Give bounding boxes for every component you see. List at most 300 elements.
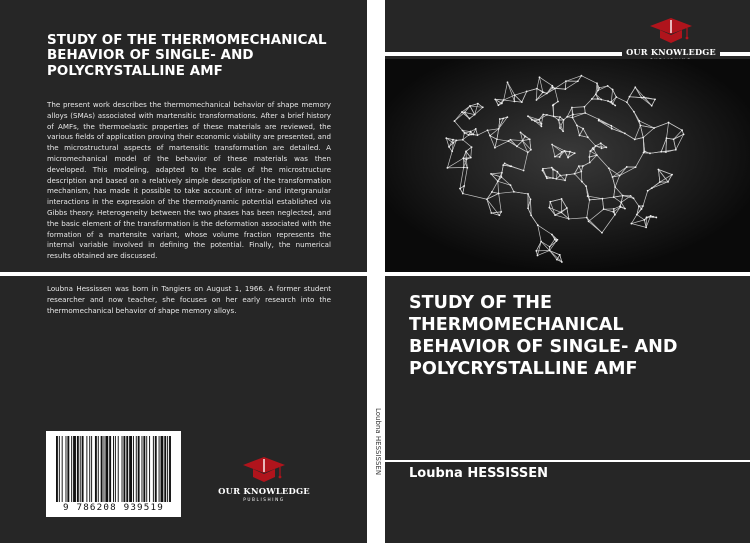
brain-node bbox=[502, 118, 504, 120]
brain-node bbox=[584, 112, 586, 114]
brain-node bbox=[624, 208, 626, 210]
brain-node bbox=[469, 118, 471, 120]
front-cover bbox=[385, 0, 750, 543]
brain-node bbox=[546, 177, 548, 179]
brain-node bbox=[595, 145, 597, 147]
brain-node bbox=[589, 162, 591, 164]
brain-node bbox=[541, 123, 543, 125]
brain-node bbox=[635, 166, 637, 168]
wireframe-brain-image bbox=[385, 59, 750, 272]
barcode-bar bbox=[123, 436, 125, 502]
brain-node bbox=[556, 171, 558, 173]
brain-node bbox=[445, 137, 447, 139]
brain-node bbox=[509, 165, 511, 167]
barcode-bar bbox=[142, 436, 143, 502]
brain-node bbox=[463, 185, 465, 187]
brain-node bbox=[613, 208, 615, 210]
barcode-bar bbox=[159, 436, 160, 502]
brain-node bbox=[559, 175, 561, 177]
brain-node bbox=[536, 88, 538, 90]
brain-node bbox=[537, 255, 539, 257]
brain-node bbox=[561, 261, 563, 263]
brain-node bbox=[645, 226, 647, 228]
brain-node bbox=[540, 241, 542, 243]
brain-node bbox=[636, 214, 638, 216]
brain-node bbox=[646, 216, 648, 218]
brain-node bbox=[581, 181, 583, 183]
brain-node bbox=[535, 250, 537, 252]
graduation-cap-icon bbox=[648, 16, 694, 46]
brain-node bbox=[487, 129, 489, 131]
brain-node bbox=[641, 97, 643, 99]
brain-node bbox=[491, 191, 493, 193]
brain-node bbox=[551, 144, 553, 146]
brain-node bbox=[475, 128, 477, 130]
brain-node bbox=[500, 211, 502, 213]
brain-node bbox=[631, 223, 633, 225]
barcode-bar bbox=[167, 436, 168, 502]
brain-node bbox=[572, 117, 574, 119]
back-cover-summary: The present work describes the thermomechanical behavior of shape memory alloys (SMAs) associated with martensitic transformations. After a brief history of AMFs, the thermoelastic properties of these materials are reviewed, the various fields of application proving their economic viability are presented, and the microstructural aspects of martensitic transformation are detailed. A micromechanical model of the behavior of these materials was then developed. This modeling, adapted to the scale of the microstructure description and based on a relatively simple description of the transformation mechanism, has made it possible to take account of intra- and intergranular interactions in the expression of the thermodynamic potential established via Gibbs theory. Heterogeneity between the two phases has been neglected, and the basic element of the transformation is the deformation associated with the formation of a martensite variant, whose volume fraction represents the internal variable involved in defining the potential. Finally, the numerical results obtained are discussed. bbox=[47, 100, 331, 261]
brain-node bbox=[527, 193, 529, 195]
brain-node bbox=[452, 142, 454, 144]
brain-node bbox=[451, 150, 453, 152]
barcode-bar bbox=[122, 436, 123, 502]
barcode-bar bbox=[66, 436, 67, 502]
brain-node bbox=[490, 212, 492, 214]
barcode-bar bbox=[67, 436, 69, 502]
brain-node bbox=[589, 199, 591, 201]
brain-node bbox=[556, 259, 558, 261]
brain-node bbox=[561, 198, 563, 200]
brain-node bbox=[462, 139, 464, 141]
brain-node bbox=[552, 177, 554, 179]
author-bio: Loubna Hessissen was born in Tangiers on August 1, 1966. A former student researcher and now teacher, she focuses on her early research into the thermomechanical behavior of shape memory alloys. bbox=[47, 284, 331, 315]
brain-node bbox=[665, 151, 667, 153]
brain-node bbox=[461, 111, 463, 113]
barcode-bar bbox=[115, 436, 116, 502]
brain-node bbox=[520, 131, 522, 133]
brain-node bbox=[624, 132, 626, 134]
brain-node bbox=[486, 198, 488, 200]
barcode-bar bbox=[89, 436, 90, 502]
brain-node bbox=[580, 171, 582, 173]
barcode-bar bbox=[155, 436, 157, 502]
brain-node bbox=[537, 224, 539, 226]
publisher-subtitle: PUBLISHING bbox=[243, 497, 285, 502]
isbn-number: 9 786208 939519 bbox=[63, 502, 164, 513]
brain-node bbox=[496, 138, 498, 140]
brain-node bbox=[566, 207, 568, 209]
brain-node bbox=[634, 139, 636, 141]
brain-node bbox=[538, 119, 540, 121]
brain-node bbox=[554, 88, 556, 90]
brain-node bbox=[534, 120, 536, 122]
brain-node bbox=[653, 127, 655, 129]
brain-node bbox=[455, 139, 457, 141]
brain-node bbox=[630, 195, 632, 197]
brain-node bbox=[531, 119, 533, 121]
brain-node bbox=[559, 254, 561, 256]
brain-node bbox=[643, 96, 645, 98]
brain-node bbox=[565, 80, 567, 82]
barcode-bar bbox=[161, 436, 164, 502]
brain-node bbox=[572, 114, 574, 116]
brain-node bbox=[626, 166, 628, 168]
brain-node bbox=[462, 157, 464, 159]
barcode-bar bbox=[91, 436, 92, 502]
brain-node bbox=[658, 169, 660, 171]
brain-node bbox=[526, 91, 528, 93]
brain-node bbox=[470, 157, 472, 159]
brain-node bbox=[567, 157, 569, 159]
back-cover bbox=[0, 0, 367, 543]
brain-node bbox=[659, 181, 661, 183]
barcode-bar bbox=[104, 436, 105, 502]
brain-node bbox=[510, 139, 512, 141]
brain-node bbox=[667, 181, 669, 183]
brain-node bbox=[566, 174, 568, 176]
brain-node bbox=[613, 196, 615, 198]
brain-node bbox=[470, 134, 472, 136]
brain-node bbox=[577, 80, 579, 82]
brain-node bbox=[553, 115, 555, 117]
brain-node bbox=[494, 99, 496, 101]
brain-node bbox=[641, 208, 643, 210]
brain-node bbox=[588, 220, 590, 222]
brain-node bbox=[576, 125, 578, 127]
brain-node bbox=[649, 152, 651, 154]
brain-node bbox=[614, 214, 616, 216]
brain-node bbox=[584, 106, 586, 108]
brain-node bbox=[633, 197, 635, 199]
brain-node bbox=[610, 125, 612, 127]
brain-node bbox=[462, 130, 464, 132]
brain-node bbox=[564, 150, 566, 152]
brain-node bbox=[603, 208, 605, 210]
brain-node bbox=[469, 105, 471, 107]
brain-node bbox=[614, 186, 616, 188]
brain-node bbox=[610, 101, 612, 103]
brain-node bbox=[489, 135, 491, 137]
barcode-bar bbox=[153, 436, 154, 502]
brain-node bbox=[527, 207, 529, 209]
brain-node bbox=[523, 170, 525, 172]
back-cover-divider bbox=[0, 272, 367, 276]
barcode-bar bbox=[95, 436, 97, 502]
brain-node bbox=[546, 114, 548, 116]
brain-node bbox=[605, 146, 607, 148]
brain-node bbox=[626, 101, 628, 103]
brain-node bbox=[602, 198, 604, 200]
brain-node bbox=[652, 216, 654, 218]
brain-node bbox=[552, 87, 554, 89]
brain-node bbox=[542, 168, 544, 170]
brain-node bbox=[643, 152, 645, 154]
brain-node bbox=[582, 128, 584, 130]
brain-node bbox=[530, 149, 532, 151]
barcode-bar bbox=[73, 436, 76, 502]
brain-node bbox=[600, 99, 602, 101]
brain-node bbox=[571, 107, 573, 109]
barcode-bar bbox=[126, 436, 128, 502]
brain-node bbox=[582, 165, 584, 167]
brain-node bbox=[542, 114, 544, 116]
front-cover-author: Loubna HESSISSEN bbox=[409, 466, 548, 481]
brain-node bbox=[666, 137, 668, 139]
brain-node bbox=[558, 119, 560, 121]
brain-node bbox=[619, 205, 621, 207]
brain-node bbox=[524, 136, 526, 138]
brain-node bbox=[563, 119, 565, 121]
brain-node bbox=[548, 207, 550, 209]
barcode-bar bbox=[82, 436, 84, 502]
brain-node bbox=[513, 191, 515, 193]
brain-node bbox=[498, 214, 500, 216]
barcode-bar bbox=[86, 436, 87, 502]
brain-node bbox=[629, 96, 631, 98]
brain-node bbox=[465, 151, 467, 153]
brain-node bbox=[551, 167, 553, 169]
brain-node bbox=[578, 165, 580, 167]
brain-node bbox=[554, 156, 556, 158]
brain-node bbox=[585, 185, 587, 187]
brain-node bbox=[596, 82, 598, 84]
publisher-name: OUR KNOWLEDGE bbox=[626, 47, 716, 57]
barcode-bar bbox=[164, 436, 166, 502]
brain-node bbox=[452, 139, 454, 141]
brain-node bbox=[601, 232, 603, 234]
brain-node bbox=[514, 94, 516, 96]
barcode-bar bbox=[98, 436, 99, 502]
brain-node bbox=[596, 154, 598, 156]
brain-node bbox=[612, 176, 614, 178]
author-rule bbox=[385, 460, 750, 462]
brain-node bbox=[542, 170, 544, 172]
brain-node bbox=[474, 114, 476, 116]
brain-node bbox=[607, 100, 609, 102]
brain-node bbox=[597, 98, 599, 100]
brain-node bbox=[675, 149, 677, 151]
brain-node bbox=[454, 120, 456, 122]
brain-node bbox=[654, 98, 656, 100]
brain-node bbox=[586, 217, 588, 219]
brain-node bbox=[471, 146, 473, 148]
barcode-bar bbox=[80, 436, 81, 502]
brain-node bbox=[552, 105, 554, 107]
brain-node bbox=[502, 164, 504, 166]
barcode-bar bbox=[136, 436, 137, 502]
brain-node bbox=[497, 104, 499, 106]
brain-node bbox=[607, 85, 609, 87]
barcode-bar bbox=[169, 436, 171, 502]
barcode-bar bbox=[113, 436, 114, 502]
brain-node bbox=[514, 101, 516, 103]
brain-node bbox=[650, 215, 652, 217]
front-divider bbox=[385, 272, 750, 276]
brain-node bbox=[482, 106, 484, 108]
brain-node bbox=[559, 116, 561, 118]
brain-node bbox=[464, 111, 466, 113]
brain-node bbox=[600, 142, 602, 144]
brain-node bbox=[647, 190, 649, 192]
brain-node bbox=[644, 219, 646, 221]
barcode-bar bbox=[146, 436, 147, 502]
publisher-logo-back bbox=[216, 455, 312, 502]
back-cover-title: STUDY OF THE THERMOMECHANICAL BEHAVIOR OF SINGLE- AND POLYCRYSTALLINE AMF bbox=[47, 33, 327, 79]
brain-node bbox=[595, 93, 597, 95]
brain-node bbox=[581, 75, 583, 77]
brain-node bbox=[564, 179, 566, 181]
brain-node bbox=[574, 152, 576, 154]
brain-node bbox=[506, 116, 508, 118]
barcode-bar bbox=[109, 436, 111, 502]
barcode-bar bbox=[56, 436, 58, 502]
brain-node bbox=[562, 130, 564, 132]
brain-node bbox=[530, 214, 532, 216]
brain-node bbox=[542, 91, 544, 93]
brain-node bbox=[494, 147, 496, 149]
brain-node bbox=[536, 99, 538, 101]
brain-node bbox=[612, 103, 614, 105]
cover-image bbox=[385, 59, 750, 272]
brain-node bbox=[620, 202, 622, 204]
brain-node bbox=[464, 132, 466, 134]
brain-node bbox=[569, 151, 571, 153]
brain-node bbox=[633, 111, 635, 113]
brain-node bbox=[671, 174, 673, 176]
barcode-bar bbox=[77, 436, 79, 502]
brain-node bbox=[501, 172, 503, 174]
brain-node bbox=[561, 151, 563, 153]
brain-node bbox=[549, 201, 551, 203]
brain-node bbox=[651, 187, 653, 189]
barcode-bar bbox=[133, 436, 134, 502]
brain-node bbox=[507, 81, 509, 83]
brain-node bbox=[619, 175, 621, 177]
brain-node bbox=[545, 176, 547, 178]
brain-node bbox=[503, 99, 505, 101]
brain-node bbox=[554, 214, 556, 216]
graduation-cap-icon bbox=[241, 455, 287, 485]
brain-node bbox=[611, 128, 613, 130]
brain-node bbox=[587, 195, 589, 197]
brain-node bbox=[555, 178, 557, 180]
brain-node bbox=[516, 145, 518, 147]
brain-node bbox=[490, 173, 492, 175]
brain-node bbox=[566, 116, 568, 118]
brain-node bbox=[466, 167, 468, 169]
brain-node bbox=[546, 93, 548, 95]
brain-node bbox=[552, 169, 554, 171]
barcode-bar bbox=[105, 436, 108, 502]
brain-node bbox=[465, 159, 467, 161]
brain-node bbox=[559, 156, 561, 158]
publisher-name: OUR KNOWLEDGE bbox=[218, 486, 310, 496]
brain-node bbox=[589, 150, 591, 152]
brain-node bbox=[638, 205, 640, 207]
brain-node bbox=[510, 184, 512, 186]
brain-node bbox=[529, 138, 531, 140]
brain-node bbox=[568, 218, 570, 220]
brain-node bbox=[549, 246, 551, 248]
barcode-bar bbox=[118, 436, 119, 502]
brain-node bbox=[683, 133, 685, 135]
brain-node bbox=[655, 217, 657, 219]
brain-node bbox=[615, 96, 617, 98]
brain-node bbox=[448, 146, 450, 148]
brain-node bbox=[501, 103, 503, 105]
brain-node bbox=[598, 87, 600, 89]
brain-node bbox=[477, 134, 479, 136]
brain-node bbox=[477, 103, 479, 105]
brain-node bbox=[622, 195, 624, 197]
brain-node bbox=[557, 101, 559, 103]
brain-node bbox=[660, 151, 662, 153]
brain-node bbox=[498, 128, 500, 130]
barcode-bar bbox=[59, 436, 60, 502]
front-cover-title: STUDY OF THE THERMOMECHANICAL BEHAVIOR OF SINGLE- AND POLYCRYSTALLINE AMF bbox=[409, 293, 678, 379]
brain-node bbox=[634, 86, 636, 88]
brain-node bbox=[498, 193, 500, 195]
brain-node bbox=[559, 127, 561, 129]
brain-node bbox=[549, 250, 551, 252]
brain-node bbox=[591, 98, 593, 100]
barcode-bar bbox=[138, 436, 140, 502]
brain-node bbox=[592, 147, 594, 149]
brain-node bbox=[673, 138, 675, 140]
barcode-bar bbox=[149, 436, 150, 502]
brain-node bbox=[504, 163, 506, 165]
brain-node bbox=[470, 131, 472, 133]
brain-node bbox=[601, 147, 603, 149]
brain-node bbox=[681, 129, 683, 131]
brain-node bbox=[500, 176, 502, 178]
brain-node bbox=[446, 167, 448, 169]
brain-node bbox=[521, 101, 523, 103]
barcode-bars bbox=[53, 436, 174, 502]
isbn-barcode bbox=[46, 431, 181, 517]
brain-node bbox=[574, 173, 576, 175]
brain-node bbox=[587, 136, 589, 138]
brain-node bbox=[614, 105, 616, 107]
brain-node bbox=[468, 134, 470, 136]
barcode-bar bbox=[101, 436, 103, 502]
brain-node bbox=[642, 137, 644, 139]
brain-node bbox=[554, 239, 556, 241]
brain-node bbox=[651, 105, 653, 107]
brain-node bbox=[597, 89, 599, 91]
brain-node bbox=[551, 234, 553, 236]
barcode-bar bbox=[143, 436, 145, 502]
brain-node bbox=[499, 118, 501, 120]
barcode-bar bbox=[129, 436, 132, 502]
brain-node bbox=[540, 125, 542, 127]
brain-node bbox=[557, 239, 559, 241]
brain-node bbox=[564, 88, 566, 90]
brain-node bbox=[608, 167, 610, 169]
brain-node bbox=[668, 122, 670, 124]
brain-node bbox=[497, 180, 499, 182]
brain-node bbox=[612, 89, 614, 91]
brain-node bbox=[598, 120, 600, 122]
brain-node bbox=[560, 211, 562, 213]
barcode-bar bbox=[62, 436, 63, 502]
brain-node bbox=[579, 135, 581, 137]
brain-node bbox=[463, 167, 465, 169]
brain-node bbox=[530, 198, 532, 200]
brain-node bbox=[472, 134, 474, 136]
